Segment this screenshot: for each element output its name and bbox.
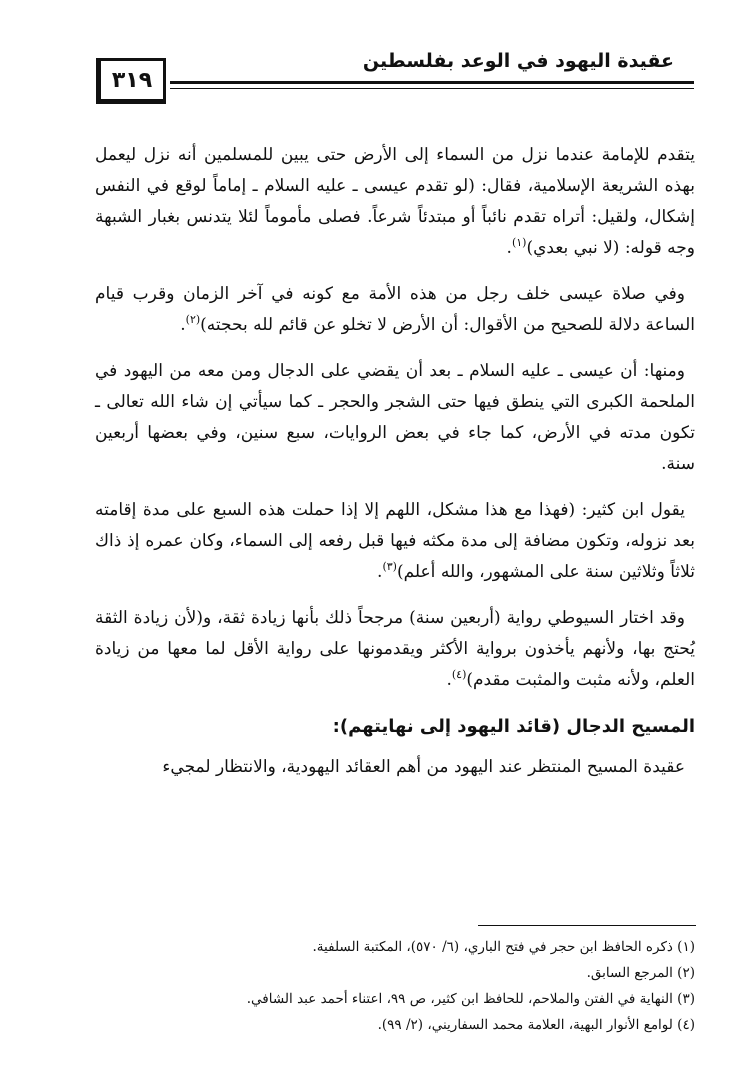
footnote-ref[interactable]: (٤)	[451, 668, 467, 681]
paragraph: يقول ابن كثير: (فهذا مع هذا مشكل، اللهم إلا إذا حملت هذه السبع على مدة إقامته بعد نزوله، وتكون مضافة إلى مدة مكثه فيها قبل رفعه إلى السماء، وكان عمره إذ ذاك ثلاثاً وثلاثين سنة على المشهور، والله أعلم)$^{(٣)}$.	[95, 500, 695, 582]
header-rule-thin	[170, 88, 694, 89]
footnote-separator	[478, 925, 696, 926]
main-text	[95, 140, 695, 798]
header-rule-thick	[170, 81, 694, 84]
paragraph: يتقدم للإمامة عندما نزل من السماء إلى الأرض حتى يبين للمسلمين أنه نزل ليعمل بهذه الشريعة الإسلامية، فقال: (لو تقدم عيسى ـ عليه السلام ـ إماماً لوقع في النفس إشكال، ولقيل: أتراه تقدم نائباً أو مبتدئاً شرعاً. فصلى مأموماً لئلا يتدنس بغبار الشبهة وجه قوله: (لا نبي بعدي)$^{(١)}$.	[95, 145, 695, 258]
paragraph: عقيدة المسيح المنتظر عند اليهود من أهم العقائد اليهودية، والانتظار لمجيء	[162, 757, 685, 777]
page-number: ٣١٩	[96, 58, 166, 104]
paragraph: وفي صلاة عيسى خلف رجل من هذه الأمة مع كونه في آخر الزمان وقرب قيام الساعة دلالة للصحيح من الأقوال: أن الأرض لا تخلو عن قائم لله بحجته)$^{(٢)}$.	[95, 284, 695, 335]
running-title: عقيدة اليهود في الوعد بفلسطين	[362, 50, 674, 72]
footnote-ref[interactable]: (١)	[511, 236, 527, 249]
footnote: (٤) لوامع الأنوار البهية، العلامة محمد السفاريني، (٢/ ٩٩).	[377, 1017, 695, 1033]
page-header	[78, 40, 694, 110]
paragraph: ومنها: أن عيسى ـ عليه السلام ـ بعد أن يقضي على الدجال ومن معه من اليهود في الملحمة الكبرى التي ينطق فيها حتى الشجر والحجر ـ كما سيأتي إن شاء الله تعالى ـ تكون مدته في الأرض، كما جاء في بعض الروايات، سبع سنين، وفي بعضها أربعين سنة.	[95, 361, 695, 474]
footnotes	[95, 934, 695, 1038]
footnote: (٣) النهاية في الفتن والملاحم، للحافظ ابن كثير، ص ٩٩، اعتناء أحمد عبد الشافي.	[246, 991, 695, 1007]
footnote: (٢) المرجع السابق.	[586, 965, 695, 981]
footnote-ref[interactable]: (٢)	[185, 313, 201, 326]
paragraph: وقد اختار السيوطي رواية (أربعين سنة) مرجحاً ذلك بأنها زيادة ثقة، و(لأن زيادة الثقة يُحتج بها، ولأنهم يأخذون برواية الأكثر ويقدمونها على رواية الأقل لما معها من زيادة العلم، ولأنه مثبت والمثبت مقدم)$^{(٤)}$.	[95, 608, 695, 690]
footnote-ref[interactable]: (٣)	[382, 560, 397, 573]
footnote: (١) ذكره الحافظ ابن حجر في فتح الباري، (٦/ ٥٧٠)، المكتبة السلفية.	[312, 939, 695, 955]
section-heading: المسيح الدجال (قائد اليهود إلى نهايتهم):	[332, 716, 695, 737]
